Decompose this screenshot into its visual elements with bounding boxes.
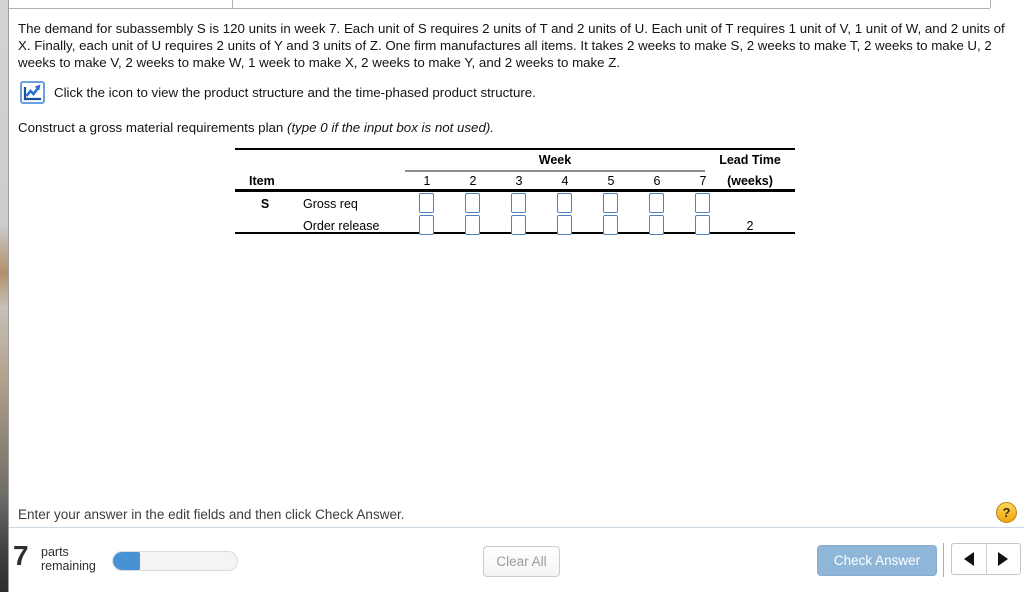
progress-bar: [112, 551, 238, 571]
top-divider-tick-left: [232, 0, 233, 8]
icon-instruction-text: Click the icon to view the product structure and the time-phased product structure.: [54, 84, 536, 100]
order-release-week-6-input[interactable]: [649, 215, 664, 235]
question-nav: [951, 543, 1021, 575]
week-4-header: 4: [561, 174, 569, 188]
next-question-button[interactable]: [986, 544, 1021, 574]
order-release-week-1-input[interactable]: [419, 215, 434, 235]
item-column-header: Item: [249, 174, 275, 188]
week-3-header: 3: [515, 174, 523, 188]
mrp-table: [235, 148, 795, 234]
gross-req-week-3-input[interactable]: [511, 193, 526, 213]
structure-icon-row: [20, 80, 536, 104]
gross-req-input-row: [419, 193, 710, 213]
week-numbers-row: [404, 174, 726, 188]
gross-req-week-2-input[interactable]: [465, 193, 480, 213]
gross-req-week-7-input[interactable]: [695, 193, 710, 213]
parts-remaining-label: [41, 545, 96, 573]
week-column-group-header: Week: [538, 153, 572, 167]
parts-remaining-label-line1: parts: [41, 545, 69, 559]
progress-fill: [113, 552, 140, 570]
week-header-underline: [405, 170, 705, 172]
task-instruction-normal: Construct a gross material requirements plan: [18, 120, 288, 135]
panel-top-border: [9, 8, 990, 9]
order-release-lead-time: 2: [746, 219, 754, 233]
order-release-week-2-input[interactable]: [465, 215, 480, 235]
line-chart-icon[interactable]: [20, 81, 45, 104]
week-6-header: 6: [653, 174, 661, 188]
order-release-week-7-input[interactable]: [695, 215, 710, 235]
previous-question-button[interactable]: [952, 544, 986, 574]
gross-req-week-5-input[interactable]: [603, 193, 618, 213]
table-header-rule: [235, 189, 795, 192]
week-1-header: 1: [423, 174, 431, 188]
problem-statement: The demand for subassembly S is 120 units in week 7. Each unit of S requires 2 units of T and 2 units of U. Each unit of T requires 1 unit of V, 1 unit of W, and 2 units of X. Finally, each unit of U requires 2 units of Y and 3 units of Z. One firm manufactures all items. It takes 2 weeks to make S, 2 weeks to make T, 2 weeks to make U, 2 weeks to make V, 2 weeks to make W, 1 week to make X, 2 weeks to make Y, and 2 weeks to make Z.: [18, 21, 1005, 70]
order-release-week-3-input[interactable]: [511, 215, 526, 235]
desktop-background-strip: [0, 0, 8, 592]
panel-left-border: [8, 0, 9, 592]
gross-req-week-1-input[interactable]: [419, 193, 434, 213]
gross-req-week-6-input[interactable]: [649, 193, 664, 213]
order-release-week-4-input[interactable]: [557, 215, 572, 235]
gross-req-row-label: Gross req: [303, 197, 358, 211]
parts-remaining-label-line2: remaining: [41, 559, 96, 573]
week-5-header: 5: [607, 174, 615, 188]
footer-divider: [9, 527, 1024, 528]
item-name: S: [260, 197, 270, 211]
order-release-row-label: Order release: [303, 219, 380, 233]
clear-all-button[interactable]: Clear All: [483, 546, 560, 577]
question-mark-icon[interactable]: ?: [996, 502, 1017, 523]
week-7-header: 7: [699, 174, 707, 188]
gross-req-week-4-input[interactable]: [557, 193, 572, 213]
order-release-week-5-input[interactable]: [603, 215, 618, 235]
parts-remaining-count: 7: [13, 540, 29, 571]
lead-time-units-header: (weeks): [727, 174, 773, 188]
nav-divider: [943, 543, 944, 577]
task-instruction-italic: (type 0 if the input box is not used).: [287, 120, 494, 135]
answer-instruction: Enter your answer in the edit fields and then click Check Answer.: [18, 507, 405, 522]
week-2-header: 2: [469, 174, 477, 188]
left-arrow-icon: [964, 552, 974, 566]
lead-time-header: Lead Time: [719, 153, 781, 167]
top-divider-tick-right: [990, 0, 991, 8]
task-instruction: [18, 120, 494, 135]
check-answer-button[interactable]: Check Answer: [817, 545, 937, 576]
order-release-input-row: [419, 215, 710, 235]
right-arrow-icon: [998, 552, 1008, 566]
